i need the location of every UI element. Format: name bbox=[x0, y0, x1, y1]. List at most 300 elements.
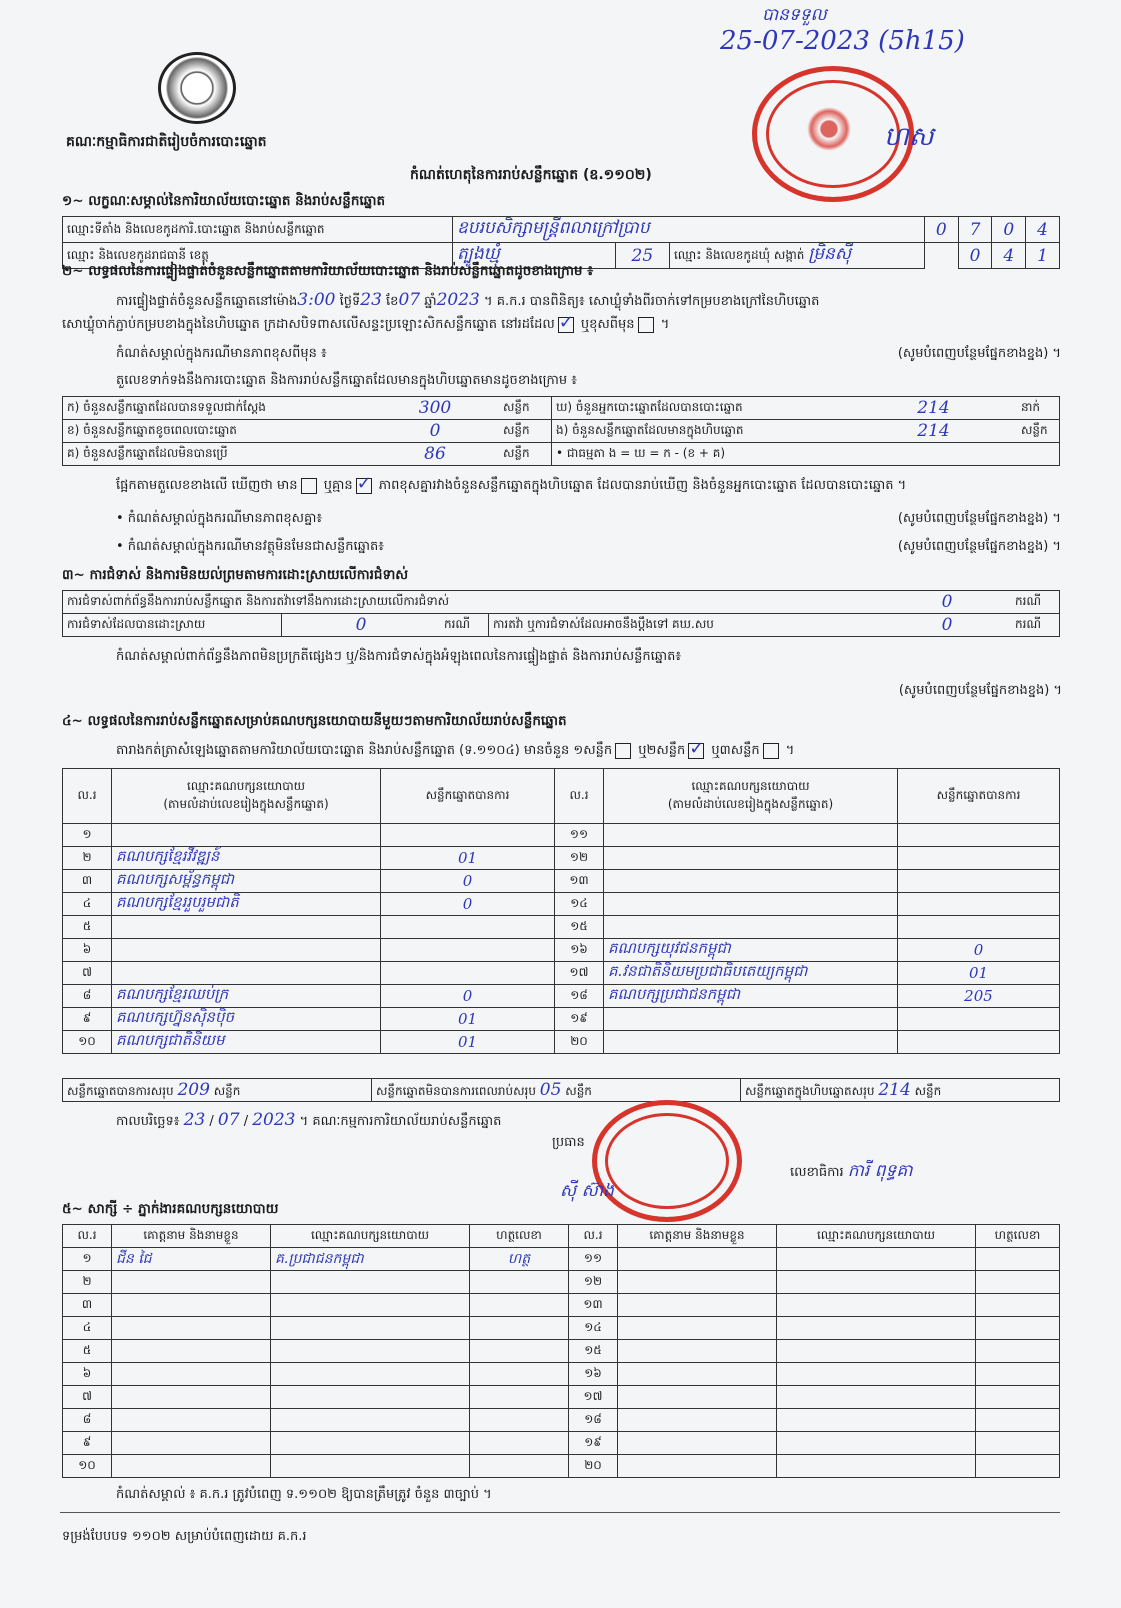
text: (សូមបំពេញបន្ថែមផ្នែកខាងខ្នង) ។ bbox=[897, 539, 1061, 554]
witness-row bbox=[63, 1363, 1060, 1386]
row-number: ៦ bbox=[63, 939, 112, 962]
row-number: ១ bbox=[63, 824, 112, 847]
valid-votes bbox=[381, 962, 555, 985]
row-number: ២០ bbox=[555, 1031, 604, 1054]
text: ឬ២សន្លឹក bbox=[638, 743, 686, 758]
column-header: ហត្ថលេខា bbox=[976, 1225, 1060, 1248]
secretary-line bbox=[790, 1160, 913, 1185]
valid-votes bbox=[898, 916, 1060, 939]
party-name: គណបក្សខ្មែរឈប់ក្រ bbox=[112, 985, 381, 1008]
witness-party bbox=[271, 1455, 470, 1478]
witness-row bbox=[63, 1317, 1060, 1340]
witness-party bbox=[271, 1409, 470, 1432]
row-number: ៥ bbox=[63, 916, 112, 939]
witness-row bbox=[63, 1386, 1060, 1409]
verification-line-2: សោឃ្លុំចាក់ភ្ជាប់កម្របខាងក្នុងនៃហិបឆ្នោត ក្រដាសបិទពាសលើសន្ទះប្រឡោះសិកសន្លឹកឆ្នោត នៅរដដែល✓ ឬខុសពីមុន ។ bbox=[62, 316, 1062, 335]
seal-changed-checkbox[interactable] bbox=[638, 317, 654, 333]
party-name bbox=[604, 870, 898, 893]
party-name: គ.វនជាតិនិយមប្រជាធិបតេយ្យកម្ពុជា bbox=[604, 962, 898, 985]
text: ឈ្មោះគណបក្សនយោបាយ bbox=[691, 779, 810, 793]
appeal-label: ការតវ៉ា ឬការជំទាស់ដែលអាចនឹងប្តឹងទៅ គឃ.សប bbox=[489, 614, 884, 637]
no-difference-checkbox[interactable] bbox=[356, 478, 372, 494]
party-name bbox=[112, 939, 381, 962]
row-label: ខ) ចំនួនសន្លឹកឆ្នោតខូចពេលបោះឆ្នោត bbox=[63, 420, 372, 443]
station-label: ឈ្មោះទីតាំង និងលេខកូដការិ.បោះឆ្នោត និងរាប់សន្លឹកឆ្នោត bbox=[63, 217, 453, 243]
text: ឬគ្មាន bbox=[323, 478, 353, 493]
witness-party bbox=[271, 1386, 470, 1409]
party-row bbox=[63, 1008, 1060, 1031]
row-number: ១៤ bbox=[569, 1317, 618, 1340]
commune-code-digit: 1 bbox=[1026, 243, 1060, 269]
valid-votes bbox=[381, 939, 555, 962]
row-number: ១ bbox=[63, 1248, 112, 1271]
text: ឬខុសពីមុន bbox=[580, 317, 635, 332]
row-number: ១៤ bbox=[555, 893, 604, 916]
text: ថ្ងៃទី bbox=[339, 294, 361, 309]
objections-table bbox=[62, 590, 1060, 637]
witness-signature bbox=[470, 1317, 569, 1340]
valid-votes bbox=[898, 847, 1060, 870]
secretary-name: ការី ពុទ្ធគា bbox=[847, 1161, 913, 1181]
totals-table bbox=[62, 1078, 1060, 1102]
witness-row bbox=[63, 1248, 1060, 1271]
commune-code-digit: 0 bbox=[958, 243, 992, 269]
text: ខែ bbox=[386, 294, 399, 309]
row-number bbox=[112, 1432, 271, 1455]
row-label: ង) ចំនួនសន្លឹកឆ្នោតដែលមានក្នុងហិបឆ្នោត bbox=[552, 420, 851, 443]
empty-cell bbox=[618, 1455, 777, 1478]
empty-cell bbox=[976, 1455, 1060, 1478]
text: សន្លឹកឆ្នោតបានការសរុប bbox=[67, 1083, 174, 1098]
party-row bbox=[63, 962, 1060, 985]
column-header: ល.រ bbox=[63, 769, 112, 824]
party-name: គណបក្សខ្មែររួបរួមជាតិ bbox=[112, 893, 381, 916]
empty-cell bbox=[618, 1248, 777, 1271]
row-number: ៥ bbox=[63, 1340, 112, 1363]
verify-month: 07 bbox=[398, 290, 421, 310]
form-footer: ទម្រង់បែបបទ ១១០២ សម្រាប់បំពេញដោយ គ.ក.រ bbox=[62, 1529, 307, 1544]
text: តារាងកត់ត្រាសំឡេងឆ្នោតតាមការិយាល័យបោះឆ្នោត និងរាប់សន្លឹកឆ្នោត (ទ.១១០៤) មានចំនួន ១សន្លឹក bbox=[116, 743, 613, 758]
witness-party bbox=[271, 1340, 470, 1363]
text: • កំណត់សម្គាល់ក្នុងករណីមានវត្ថុមិនមែនជាសន្លឹកឆ្នោត៖ bbox=[116, 539, 384, 554]
witness-party bbox=[271, 1271, 470, 1294]
irregularity-note: កំណត់សម្គាល់ពាក់ព័ន្ធនឹងភាពមិនប្រក្រតីផ្សេងៗ ឬ/និងការជំទាស់ក្នុងអំឡុងពេលនៃការផ្ទៀងផ្ទាត់ និងការរាប់សន្លឹកឆ្នោត៖ bbox=[116, 649, 682, 664]
witness-signature bbox=[470, 1386, 569, 1409]
row-number: ១៧ bbox=[555, 962, 604, 985]
witness-signature bbox=[470, 1363, 569, 1386]
row-number: ៤ bbox=[63, 1317, 112, 1340]
witness-signature bbox=[470, 1432, 569, 1455]
row-label: ក) ចំនួនសន្លឹកឆ្នោតដែលបានទទួលជាក់ស្តែង bbox=[63, 397, 372, 420]
empty-cell bbox=[777, 1248, 976, 1271]
row-value: 0 bbox=[371, 420, 499, 443]
party-row bbox=[63, 824, 1060, 847]
party-row bbox=[63, 939, 1060, 962]
row-number: ជីន ជៃ bbox=[112, 1248, 271, 1271]
row-number bbox=[112, 1294, 271, 1317]
section2-title: ២~ លទ្ធផលនៃការផ្ទៀងផ្ទាត់ចំនួនសន្លឹកឆ្នោតតាមការិយាល័យបោះឆ្នោត និងរាប់សន្លឹកឆ្នោតដូចខាងក្រោម ៖ bbox=[62, 263, 594, 279]
empty-cell bbox=[618, 1363, 777, 1386]
commission-name: គណៈកម្មាធិការជាតិរៀបចំការបោះឆ្នោត bbox=[66, 134, 267, 150]
witness-row bbox=[63, 1409, 1060, 1432]
party-row bbox=[63, 985, 1060, 1008]
column-header: ឈ្មោះគណបក្សនយោបាយ bbox=[777, 1225, 976, 1248]
text: សោឃ្លុំចាក់ភ្ជាប់កម្របខាងក្នុងនៃហិបឆ្នោត ក្រដាសបិទពាសលើសន្ទះប្រឡោះសិកសន្លឹកឆ្នោត នៅរដដែល bbox=[62, 317, 555, 332]
row-label: ឃ) ចំនួនអ្នកបោះឆ្នោតដែលបានបោះឆ្នោត bbox=[552, 397, 851, 420]
verify-day: 23 bbox=[360, 290, 382, 310]
party-row bbox=[63, 847, 1060, 870]
party-name bbox=[604, 1031, 898, 1054]
party-results-table bbox=[62, 768, 1060, 1054]
empty-cell bbox=[777, 1455, 976, 1478]
resolved-label: ការជំទាស់ដែលបានដោះស្រាយ bbox=[63, 614, 282, 637]
received-datetime: 25-07-2023 (5h15) bbox=[720, 26, 965, 56]
text: ឆ្នាំ bbox=[424, 294, 437, 309]
valid-votes: 0 bbox=[381, 985, 555, 1008]
discrepancy-line bbox=[116, 477, 1066, 496]
empty-cell bbox=[976, 1317, 1060, 1340]
party-name bbox=[112, 962, 381, 985]
two-sheet-checkbox[interactable] bbox=[688, 743, 704, 759]
text: លេខាធិការ bbox=[790, 1165, 844, 1180]
valid-votes bbox=[381, 824, 555, 847]
three-sheet-checkbox[interactable] bbox=[763, 743, 779, 759]
verify-year: 2023 bbox=[436, 290, 480, 310]
column-header: ឈ្មោះគណបក្សនយោបាយ bbox=[271, 1225, 470, 1248]
witness-row bbox=[63, 1455, 1060, 1478]
column-header: ល.រ bbox=[569, 1225, 618, 1248]
valid-votes: 01 bbox=[381, 1031, 555, 1054]
text: (តាមលំដាប់លេខរៀងក្នុងសន្លឹកឆ្នោត) bbox=[163, 797, 329, 811]
received-label: បានទទួល bbox=[762, 5, 827, 25]
total-invalid: 05 bbox=[539, 1079, 562, 1100]
row-number: ១៩ bbox=[555, 1008, 604, 1031]
text: ភាពខុសគ្នារវាងចំនួនសន្លឹកឆ្នោតក្នុងហិបឆ្នោត ដែលបានរាប់ឃើញ និងចំនួនអ្នកបោះឆ្នោត ដែលបានបោះឆ្នោត ។ bbox=[378, 478, 907, 493]
row-unit: នាក់ bbox=[1017, 397, 1060, 420]
empty-cell bbox=[976, 1409, 1060, 1432]
empty-cell bbox=[976, 1248, 1060, 1271]
row-number: ១១ bbox=[569, 1248, 618, 1271]
resolved-count: 0 bbox=[282, 614, 441, 637]
one-sheet-checkbox[interactable] bbox=[615, 743, 631, 759]
witness-signature bbox=[470, 1455, 569, 1478]
empty-cell bbox=[618, 1409, 777, 1432]
column-header bbox=[112, 769, 381, 824]
valid-votes: 0 bbox=[381, 870, 555, 893]
formula: • ជាធម្មតា ង = ឃ = ក - (ខ + គ) bbox=[552, 443, 1060, 466]
row-number: ៧ bbox=[63, 962, 112, 985]
commune-label: ឈ្មោះ និងលេខកូដឃុំ សង្កាត់ bbox=[673, 248, 805, 262]
station-code-digit: 0 bbox=[924, 217, 958, 243]
valid-votes bbox=[898, 824, 1060, 847]
station-code-digit: 0 bbox=[992, 217, 1026, 243]
empty-cell bbox=[976, 1340, 1060, 1363]
witness-party bbox=[271, 1317, 470, 1340]
witness-row bbox=[63, 1294, 1060, 1317]
text: ឬ៣សន្លឹក bbox=[711, 743, 760, 758]
row-number bbox=[112, 1340, 271, 1363]
row-number: ៣ bbox=[63, 1294, 112, 1317]
unit: ករណី bbox=[1011, 614, 1060, 637]
unit: ករណី bbox=[440, 614, 489, 637]
text: (តាមលំដាប់លេខរៀងក្នុងសន្លឹកឆ្នោត) bbox=[667, 797, 834, 811]
text: កំណត់សម្គាល់ក្នុងករណីមានភាពខុសពីមុន ៖ bbox=[116, 346, 327, 361]
row-unit: សន្លឹក bbox=[499, 420, 552, 443]
row-number: ២ bbox=[63, 1271, 112, 1294]
text: (សូមបំពេញបន្ថែមផ្នែកខាងខ្នង) ។ bbox=[898, 683, 1062, 698]
row-value: 214 bbox=[850, 397, 1017, 420]
party-name: គណបក្សប្រជាជនកម្ពុជា bbox=[604, 985, 898, 1008]
commune-code-digit: 4 bbox=[992, 243, 1026, 269]
row-number: ១២ bbox=[555, 847, 604, 870]
row-number: ១៦ bbox=[555, 939, 604, 962]
witness-note: កំណត់សម្គាល់ ៖ គ.ក.រ ត្រូវបំពេញ ទ.១១០២ ឱ្យបានត្រឹមត្រូវ ចំនួន ៣ច្បាប់ ។ bbox=[116, 1487, 492, 1502]
witness-signature bbox=[470, 1340, 569, 1363]
column-header: សន្លឹកឆ្នោតបានការ bbox=[381, 769, 555, 824]
empty-cell bbox=[618, 1386, 777, 1409]
party-row bbox=[63, 916, 1060, 939]
total-in-box: 214 bbox=[878, 1079, 911, 1100]
row-number bbox=[112, 1386, 271, 1409]
witness-row bbox=[63, 1432, 1060, 1455]
row-unit: សន្លឹក bbox=[1017, 420, 1060, 443]
row-number: ៨ bbox=[63, 1409, 112, 1432]
valid-votes: 01 bbox=[381, 847, 555, 870]
empty-cell bbox=[777, 1409, 976, 1432]
ballot-row bbox=[63, 420, 1060, 443]
chair-label: ប្រធាន bbox=[552, 1135, 585, 1150]
difference-note bbox=[116, 510, 1061, 529]
text: សន្លឹកឆ្នោតមិនបានការពេលរាប់សរុប bbox=[376, 1083, 536, 1098]
station-value: ឧបរបសិក្សាមន្ត្រីពលាក្រៅប្រាប bbox=[452, 217, 924, 243]
province-label: ឈ្មោះ និងលេខកូដរាជធានី ខេត្ត bbox=[63, 243, 453, 269]
row-number: ១០ bbox=[63, 1455, 112, 1478]
row-unit: សន្លឹក bbox=[499, 397, 552, 420]
date-day: 23 bbox=[183, 1110, 206, 1130]
appeal-count: 0 bbox=[883, 614, 1011, 637]
witness-party bbox=[271, 1363, 470, 1386]
section3-title: ៣~ ការជំទាស់ និងការមិនយល់ព្រមតាមការដោះស្រាយលើការជំទាស់ bbox=[62, 567, 409, 583]
valid-votes: 205 bbox=[898, 985, 1060, 1008]
province-code: 25 bbox=[615, 243, 669, 269]
row-number bbox=[112, 1271, 271, 1294]
party-row bbox=[63, 893, 1060, 916]
row-number: ១៩ bbox=[569, 1432, 618, 1455]
party-name bbox=[604, 916, 898, 939]
empty-cell bbox=[777, 1317, 976, 1340]
empty-cell bbox=[976, 1363, 1060, 1386]
witness-signature bbox=[470, 1294, 569, 1317]
station-code-digit: 7 bbox=[958, 217, 992, 243]
row-number bbox=[112, 1317, 271, 1340]
empty-cell bbox=[618, 1294, 777, 1317]
column-header: ល.រ bbox=[63, 1225, 112, 1248]
empty-cell bbox=[618, 1340, 777, 1363]
row-number: ១៨ bbox=[569, 1409, 618, 1432]
valid-votes: 0 bbox=[898, 939, 1060, 962]
party-name: គណបក្សខ្មែរវីវឌ្ឍន៍ bbox=[112, 847, 381, 870]
row-unit: សន្លឹក bbox=[499, 443, 552, 466]
row-value: 214 bbox=[850, 420, 1017, 443]
witness-row bbox=[63, 1340, 1060, 1363]
text: ការផ្ទៀងផ្ទាត់ចំនួនសន្លឹកឆ្នោតនៅម៉ោង bbox=[116, 294, 298, 309]
numbers-intro: តួលេខទាក់ទងនឹងការបោះឆ្នោត និងការរាប់សន្លឹកឆ្នោតដែលមានក្នុងហិបឆ្នោតមានដូចខាងក្រោម ៖ bbox=[116, 373, 577, 388]
section4-title: ៤~ លទ្ធផលនៃការរាប់សន្លឹកឆ្នោតសម្រាប់គណបក្សនយោបាយនីមួយៗតាមការិយាល័យរាប់សន្លឹកឆ្នោត bbox=[62, 713, 567, 729]
text: (សូមបំពេញបន្ថែមផ្នែកខាងខ្នង) ។ bbox=[897, 346, 1061, 361]
row-number: ៩ bbox=[63, 1432, 112, 1455]
row-number: ១៥ bbox=[555, 916, 604, 939]
ballot-row bbox=[63, 397, 1060, 420]
empty-cell bbox=[777, 1386, 976, 1409]
empty-cell bbox=[777, 1432, 976, 1455]
column-header: ហត្ថលេខា bbox=[470, 1225, 569, 1248]
row-label: គ) ចំនួនសន្លឹកឆ្នោតដែលមិនបានប្រើ bbox=[63, 443, 372, 466]
empty-cell bbox=[976, 1294, 1060, 1317]
row-number: ៤ bbox=[63, 893, 112, 916]
row-number: ១៦ bbox=[569, 1363, 618, 1386]
witness-table bbox=[62, 1224, 1060, 1478]
row-number: ១៨ bbox=[555, 985, 604, 1008]
form-title: កំណត់ហេតុនៃការរាប់សន្លឹកឆ្នោត (ឧ.១១០២) bbox=[410, 167, 652, 183]
row-number: ១៣ bbox=[569, 1294, 618, 1317]
row-number: ៧ bbox=[63, 1386, 112, 1409]
valid-votes bbox=[381, 916, 555, 939]
verification-line-1 bbox=[116, 290, 1066, 312]
text: ។ គណៈកម្មការការិយាល័យរាប់សន្លឹកឆ្នោត bbox=[299, 1114, 502, 1129]
text: ផ្អែកតាមតួលេខខាងលើ ឃើញថា មាន bbox=[116, 478, 298, 493]
party-name bbox=[604, 1008, 898, 1031]
station-code-digit: 4 bbox=[1026, 217, 1060, 243]
witness-party bbox=[271, 1432, 470, 1455]
witness-signature bbox=[470, 1271, 569, 1294]
objection-count: 0 bbox=[883, 591, 1011, 614]
empty-cell bbox=[976, 1432, 1060, 1455]
text: • កំណត់សម្គាល់ក្នុងករណីមានភាពខុសគ្នា៖ bbox=[116, 511, 323, 526]
empty-cell bbox=[777, 1294, 976, 1317]
text: សន្លឹកឆ្នោតក្នុងហិបឆ្នោតសរុប bbox=[745, 1083, 875, 1098]
row-number: ៣ bbox=[63, 870, 112, 893]
column-header bbox=[604, 769, 898, 824]
party-name bbox=[604, 847, 898, 870]
witness-signature bbox=[470, 1409, 569, 1432]
valid-votes bbox=[898, 870, 1060, 893]
witness-party: គ.ប្រជាជនកម្ពុជា bbox=[271, 1248, 470, 1271]
chair-name: ស៊ី ស៊ាង bbox=[560, 1181, 614, 1201]
verify-time: 3:00 bbox=[297, 290, 336, 310]
column-header: ល.រ bbox=[555, 769, 604, 824]
row-number: ២ bbox=[63, 847, 112, 870]
commission-logo bbox=[158, 52, 236, 124]
valid-votes bbox=[898, 1008, 1060, 1031]
footer-divider bbox=[60, 1512, 1060, 1513]
party-name: គណបក្សជាតិនិយម bbox=[112, 1031, 381, 1054]
section1-title: ១~ លក្ខណៈសម្គាល់នៃការិយាល័យបោះឆ្នោត និងរាប់សន្លឹកឆ្នោត bbox=[62, 193, 386, 209]
empty-cell bbox=[777, 1340, 976, 1363]
province-value: ត្បូងឃ្មុំ bbox=[452, 243, 615, 269]
unit: សន្លឹក bbox=[213, 1083, 241, 1098]
valid-votes: 01 bbox=[381, 1008, 555, 1031]
valid-votes bbox=[898, 1031, 1060, 1054]
row-number: ១០ bbox=[63, 1031, 112, 1054]
column-header: សន្លឹកឆ្នោតបានការ bbox=[898, 769, 1060, 824]
row-number bbox=[112, 1409, 271, 1432]
party-name bbox=[112, 916, 381, 939]
commune-value: ម្រិនស៊ី bbox=[808, 244, 852, 264]
date-month: 07 bbox=[217, 1110, 240, 1130]
row-number bbox=[112, 1455, 271, 1478]
ballot-row bbox=[63, 443, 1060, 466]
witness-signature: ហត្ថ bbox=[470, 1248, 569, 1271]
has-difference-checkbox[interactable] bbox=[301, 478, 317, 494]
empty-cell bbox=[618, 1432, 777, 1455]
witness-party bbox=[271, 1294, 470, 1317]
party-name: គណបក្សហ្វ៊ុនស៊ិនប៉ិច bbox=[112, 1008, 381, 1031]
empty-cell bbox=[976, 1386, 1060, 1409]
row-number: ១៥ bbox=[569, 1340, 618, 1363]
empty-cell bbox=[618, 1271, 777, 1294]
party-name: គណបក្សយុវជនកម្ពុជា bbox=[604, 939, 898, 962]
ballot-numbers-table bbox=[62, 396, 1060, 466]
empty-cell bbox=[976, 1271, 1060, 1294]
irregularity-fill bbox=[62, 682, 1062, 701]
row-number: ១១ bbox=[555, 824, 604, 847]
text: (សូមបំពេញបន្ថែមផ្នែកខាងខ្នង) ។ bbox=[897, 511, 1061, 526]
party-name bbox=[604, 893, 898, 916]
party-name bbox=[112, 824, 381, 847]
seal-intact-checkbox[interactable] bbox=[558, 317, 574, 333]
section5-title: ៥~ សាក្សី ÷ ភ្នាក់ងារគណបក្សនយោបាយ bbox=[62, 1201, 279, 1217]
row-number: ១៧ bbox=[569, 1386, 618, 1409]
row-value: 86 bbox=[371, 443, 499, 466]
row-number: ៦ bbox=[63, 1363, 112, 1386]
row-number: ២០ bbox=[569, 1455, 618, 1478]
empty-cell bbox=[777, 1271, 976, 1294]
valid-votes: 01 bbox=[898, 962, 1060, 985]
party-name: គណបក្សសម្ព័ន្ធកម្ពុជា bbox=[112, 870, 381, 893]
unit: ករណី bbox=[1011, 591, 1060, 614]
party-name bbox=[604, 824, 898, 847]
witness-row bbox=[63, 1271, 1060, 1294]
valid-votes: 0 bbox=[381, 893, 555, 916]
empty-cell bbox=[618, 1317, 777, 1340]
row-value: 300 bbox=[371, 397, 499, 420]
party-row bbox=[63, 1031, 1060, 1054]
row-number: ៨ bbox=[63, 985, 112, 1008]
text: ឈ្មោះគណបក្សនយោបាយ bbox=[186, 779, 306, 793]
received-signature: ហស bbox=[884, 122, 934, 152]
change-note-line bbox=[116, 345, 1061, 364]
date-line: កាលបរិច្ឆេទ៖ 23 / 07 / 2023 ។ គណៈកម្មការការិយាល័យរាប់សន្លឹកឆ្នោត bbox=[116, 1110, 502, 1130]
text: កាលបរិច្ឆេទ៖ bbox=[116, 1114, 180, 1129]
column-header: គោត្តនាម និងនាមខ្លួន bbox=[112, 1225, 271, 1248]
party-row bbox=[63, 870, 1060, 893]
column-header: គោត្តនាម និងនាមខ្លួន bbox=[618, 1225, 777, 1248]
unit: សន្លឹក bbox=[565, 1083, 592, 1098]
total-valid: 209 bbox=[177, 1079, 210, 1100]
text: ។ គ.ក.រ បានពិនិត្យ៖ សោឃ្លុំទាំងពីរចាក់ទៅកម្របខាងក្រៅនៃហិបឆ្នោត bbox=[484, 294, 820, 309]
commission-stamp bbox=[592, 1100, 742, 1222]
valid-votes bbox=[898, 893, 1060, 916]
row-number: ១៣ bbox=[555, 870, 604, 893]
row-number: ៩ bbox=[63, 1008, 112, 1031]
objection-label: ការជំទាស់ពាក់ព័ន្ធនឹងការរាប់សន្លឹកឆ្នោត និងការតវ៉ាទៅនឹងការដោះស្រាយលើការជំទាស់ bbox=[63, 591, 884, 614]
unit: សន្លឹក bbox=[914, 1083, 942, 1098]
row-number bbox=[112, 1363, 271, 1386]
tally-sheet-line: តារាងកត់ត្រាសំឡេងឆ្នោតតាមការិយាល័យបោះឆ្នោត និងរាប់សន្លឹកឆ្នោត (ទ.១១០៤) មានចំនួន ១សន្លឹក ឬ២សន្លឹក✓ ឬ៣សន្លឹក ។ bbox=[116, 742, 794, 761]
row-number: ១២ bbox=[569, 1271, 618, 1294]
date-year: 2023 bbox=[252, 1110, 296, 1130]
foreign-object-note bbox=[116, 538, 1061, 557]
